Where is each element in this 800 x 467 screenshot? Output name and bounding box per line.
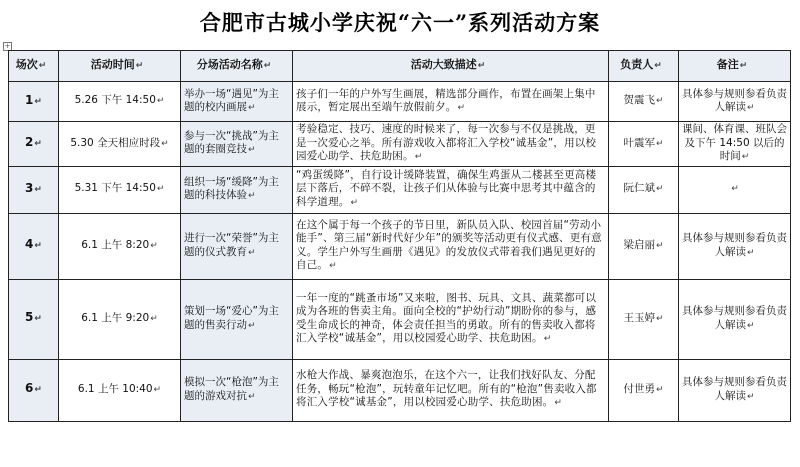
row-note: 具体参与规则参看负责人解读↵	[679, 213, 791, 279]
row-time: 5.30 全天相应时段↵	[59, 122, 181, 167]
row-owner: 阮仁斌↵	[609, 166, 679, 213]
table-row	[9, 122, 791, 167]
row-index: 2↵	[9, 122, 59, 167]
row-activity-name: 进行一次“荣誉”为主题的仪式教育↵	[181, 213, 293, 279]
row-description: 在这个属于每一个孩子的节日里，新队员入队、校园首届“劳动小能手”、第三届“新时代好少年”的颁奖等活动更有仪式感、更有意义。学生户外写生画册《遇见》的发放仪式带着我们遇见更好的自己。↵	[293, 213, 609, 279]
row-note: 具体参与规则参看负责人解读↵	[679, 359, 791, 421]
table-move-handle-icon[interactable]: +	[4, 42, 11, 50]
row-owner: 梁启丽↵	[609, 213, 679, 279]
row-description: 孩子们一年的户外写生画展，精选部分画作，布置在画架上集中展示，暂定展出至端午放假前夕。↵	[293, 82, 609, 122]
row-description: 考验稳定、技巧、速度的时候来了，每一次参与不仅是挑战，更是一次爱心之举。所有游戏收入都将汇入学校“诚基金”，用以校园爱心助学、扶危助困。↵	[293, 122, 609, 167]
row-description: 一年一度的“跳蚤市场”又来啦，图书、玩具、文具、蔬菜都可以成为各班的售卖主角。面向全校的“护幼行动”期盼你的参与，感受生命成长的神奇，体会责任担当的勇敢。所有的售卖收入都将汇入学校“诚基金”，用以校园爱心助学、扶危助困。↵	[293, 279, 609, 359]
table-header-row	[9, 51, 791, 82]
document-title: 合肥市古城小学庆祝“六一”系列活动方案	[199, 10, 601, 35]
row-index: 4↵	[9, 213, 59, 279]
row-time: 6.1 上午 9:20↵	[59, 279, 181, 359]
row-time: 6.1 上午 8:20↵	[59, 213, 181, 279]
activity-plan-table	[8, 50, 791, 422]
header-owner: 负责人↵	[609, 51, 679, 82]
table-row	[9, 213, 791, 279]
row-index: 6↵	[9, 359, 59, 421]
row-activity-name: 参与一次“挑战”为主题的套圈竞技↵	[181, 122, 293, 167]
row-activity-name: 举办一场“遇见”为主题的校内画展↵	[181, 82, 293, 122]
row-note: 课间、体育课、班队会及下午 14:50 以后的时间↵	[679, 122, 791, 167]
row-time: 6.1 上午 10:40↵	[59, 359, 181, 421]
header-name: 分场活动名称↵	[181, 51, 293, 82]
row-activity-name: 组织一场“缓降”为主题的科技体验↵	[181, 166, 293, 213]
row-index: 1↵	[9, 82, 59, 122]
row-index: 5↵	[9, 279, 59, 359]
row-activity-name: 策划一场“爱心”为主题的售卖行动↵	[181, 279, 293, 359]
row-index: 3↵	[9, 166, 59, 213]
row-description: 水枪大作战、暴爽泡泡乐，在这个六一，让我们找好队友、分配任务，畅玩“枪泡”，玩转童年记忆吧。所有的“枪泡”售卖收入都将汇入学校“诚基金”，用以校园爱心助学、扶危助困。↵	[293, 359, 609, 421]
table-row	[9, 279, 791, 359]
row-note: 具体参与规则参看负责人解读↵	[679, 279, 791, 359]
table-row	[9, 82, 791, 122]
table-row	[9, 359, 791, 421]
row-owner: 王玉婷↵	[609, 279, 679, 359]
header-index: 场次↵	[9, 51, 59, 82]
row-owner: 贺震飞↵	[609, 82, 679, 122]
row-note: ↵	[679, 166, 791, 213]
row-activity-name: 模拟一次“枪泡”为主题的游戏对抗↵	[181, 359, 293, 421]
row-note: 具体参与规则参看负责人解读↵	[679, 82, 791, 122]
row-owner: 叶震军↵	[609, 122, 679, 167]
header-time: 活动时间↵	[59, 51, 181, 82]
row-time: 5.26 下午 14:50↵	[59, 82, 181, 122]
row-time: 5.31 下午 14:50↵	[59, 166, 181, 213]
table-row	[9, 166, 791, 213]
row-description: “鸡蛋缓降”，自行设计缓降装置，确保生鸡蛋从二楼甚至更高楼层下落后，不碎不裂，让孩子们从体验与比赛中思考其中蕴含的科学道理。↵	[293, 166, 609, 213]
row-owner: 付世勇↵	[609, 359, 679, 421]
header-note: 备注↵	[679, 51, 791, 82]
header-desc: 活动大致描述↵	[293, 51, 609, 82]
